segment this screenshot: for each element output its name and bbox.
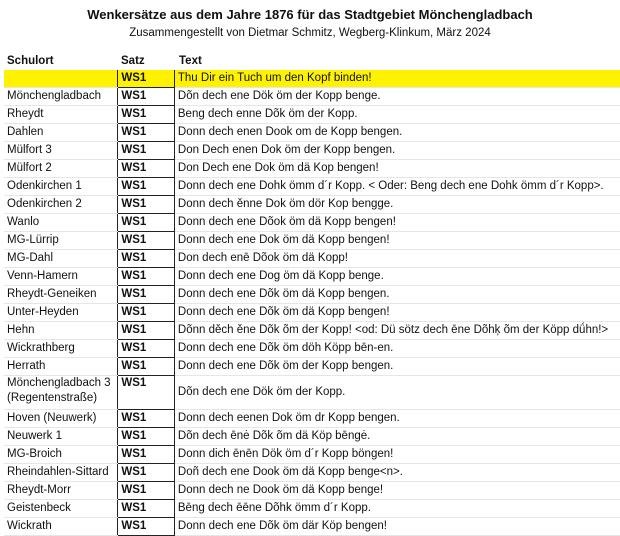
schulort-cell: Venn-Hamern [4,268,118,286]
satz-cell: WS1 [118,232,174,250]
schulort-cell: Mülfort 3 [4,142,118,160]
satz-cell: WS1 [118,500,174,518]
text-cell: Donn dech ne Dook öm dä Kopp benge! [174,482,620,500]
table-row[interactable] [4,196,620,214]
schulort-cell: Rheydt-Morr [4,482,118,500]
satz-cell: WS1 [118,410,174,428]
column-header-satz: Satz [121,55,145,67]
text-cell: Don Dech enen Dok öm der Kopp bengen. [174,142,620,160]
text-cell: Donn dech ene Dõk öm där Köp bengen! [174,518,620,536]
table-row[interactable] [4,124,620,142]
text-cell: Dõnn děch ěne Dõk õm der Kopp! <od: Dü sötz dech ēne Dõhķ õm der Köpp dǘhn!> [174,322,620,340]
schulort-cell: Neuwerk 1 [4,428,118,446]
satz-cell: WS1 [118,286,174,304]
text-cell: Dõn dech ēnė Dõk õm dä Köp bēngė. [174,428,620,446]
text-cell: Donn dech ene Dohk ömm d´r Kopp. < Oder: Beng dech ene Dohk ömm d´r Kopp>. [174,178,620,196]
schulort-cell: Hehn [4,322,118,340]
table-row[interactable] [4,106,620,124]
satz-cell: WS1 [118,178,174,196]
schulort-cell: Hoven (Neuwerk) [4,410,118,428]
schulort-cell: Unter-Heyden [4,304,118,322]
text-cell: Dõn dech ene Dök öm der Kopp. [174,376,620,410]
table-row[interactable] [4,214,620,232]
satz-cell: WS1 [118,358,174,376]
satz-cell: WS1 [118,464,174,482]
table-row[interactable] [4,518,620,536]
table-row[interactable] [4,446,620,464]
text-cell: Donn dech eenen Dok öm dr Kopp bengen. [174,410,620,428]
schulort-cell: Rheindahlen-Sittard [4,464,118,482]
table-row[interactable] [4,142,620,160]
table-row[interactable] [4,178,620,196]
wenker-table [4,70,620,536]
satz-cell: WS1 [118,518,174,536]
schulort-cell: Herrath [4,358,118,376]
text-cell: Don dech enē Dõok öm dä Kopp! [174,250,620,268]
table-row[interactable] [4,304,620,322]
table-row[interactable] [4,500,620,518]
text-cell: Donn dech ene Dok öm dä Kopp bengen! [174,232,620,250]
text-cell: Beng dech enne Dõk öm der Kopp. [174,106,620,124]
text-cell: Donn dich ēnēn Dök öm d´r Kopp böngen! [174,446,620,464]
table-row[interactable] [4,358,620,376]
schulort-cell: Mülfort 2 [4,160,118,178]
text-cell: Thu Dir ein Tuch um den Kopf binden! [174,70,620,88]
schulort-cell: Dahlen [4,124,118,142]
table-row[interactable] [4,286,620,304]
text-cell: Donn dech ene Dõk öm dä Kopp bengen. [174,286,620,304]
schulort-cell: Mönchengladbach 3 (Regentenstraße) [4,376,118,410]
satz-cell: WS1 [118,304,174,322]
satz-cell: WS1 [118,88,174,106]
schulort-cell: Geistenbeck [4,500,118,518]
table-row[interactable] [4,88,620,106]
satz-cell: WS1 [118,482,174,500]
satz-cell: WS1 [118,70,174,88]
table-row[interactable] [4,268,620,286]
schulort-cell: Wanlo [4,214,118,232]
schulort-cell: Odenkirchen 2 [4,196,118,214]
text-cell: Donn dech ene Dõk öm dä Kopp bengen! [174,304,620,322]
document-title: Wenkersätze aus dem Jahre 1876 für das Stadtgebiet Mönchengladbach [87,7,533,22]
schulort-cell: Rheydt [4,106,118,124]
schulort-cell: MG-Lürrip [4,232,118,250]
schulort-cell: MG-Dahl [4,250,118,268]
table-row[interactable] [4,410,620,428]
satz-cell: WS1 [118,268,174,286]
schulort-cell: Odenkirchen 1 [4,178,118,196]
table-row[interactable] [4,428,620,446]
satz-cell: WS1 [118,250,174,268]
table-row[interactable] [4,70,620,88]
text-cell: Donn dech enen Dook om de Kopp bengen. [174,124,620,142]
column-header-schulort: Schulort [7,55,54,67]
schulort-cell: Wickrath [4,518,118,536]
text-cell: Donn dech ene Dõok öm dä Kopp bengen! [174,214,620,232]
table-row[interactable] [4,322,620,340]
satz-cell: WS1 [118,142,174,160]
text-cell: Donn dech ene Dõk öm der Kopp bengen. [174,358,620,376]
text-cell: Bēng dech ēēne Dõhk ömm d´r Kopp. [174,500,620,518]
schulort-cell [4,70,118,88]
text-cell: Donn dech ene Dõk öm döh Köpp bēn-en. [174,340,620,358]
table-row[interactable] [4,482,620,500]
text-cell: Doñ dech ene Dook öm dä Kopp benge<n>. [174,464,620,482]
table-row[interactable] [4,160,620,178]
satz-cell: WS1 [118,446,174,464]
satz-cell: WS1 [118,376,174,410]
text-cell: Dõn dech ene Dök öm der Kopp benge. [174,88,620,106]
satz-cell: WS1 [118,106,174,124]
satz-cell: WS1 [118,340,174,358]
schulort-cell: Wickrathberg [4,340,118,358]
schulort-cell: Mönchengladbach [4,88,118,106]
table-row[interactable] [4,232,620,250]
document-subtitle: Zusammengestellt von Dietmar Schmitz, Wegberg-Klinkum, März 2024 [129,27,491,39]
column-header-text: Text [179,55,202,67]
satz-cell: WS1 [118,160,174,178]
table-row[interactable] [4,340,620,358]
satz-cell: WS1 [118,428,174,446]
satz-cell: WS1 [118,124,174,142]
satz-cell: WS1 [118,196,174,214]
satz-cell: WS1 [118,322,174,340]
table-row[interactable] [4,376,620,410]
text-cell: Don Dech ene Dok öm dä Kop bengen! [174,160,620,178]
satz-cell: WS1 [118,214,174,232]
table-row[interactable] [4,464,620,482]
schulort-cell: MG-Broich [4,446,118,464]
text-cell: Donn dech ěnne Dok öm dör Kop bengge. [174,196,620,214]
text-cell: Donn dech ene Dog öm dä Kopp benge. [174,268,620,286]
schulort-cell: Rheydt-Geneiken [4,286,118,304]
table-row[interactable] [4,250,620,268]
